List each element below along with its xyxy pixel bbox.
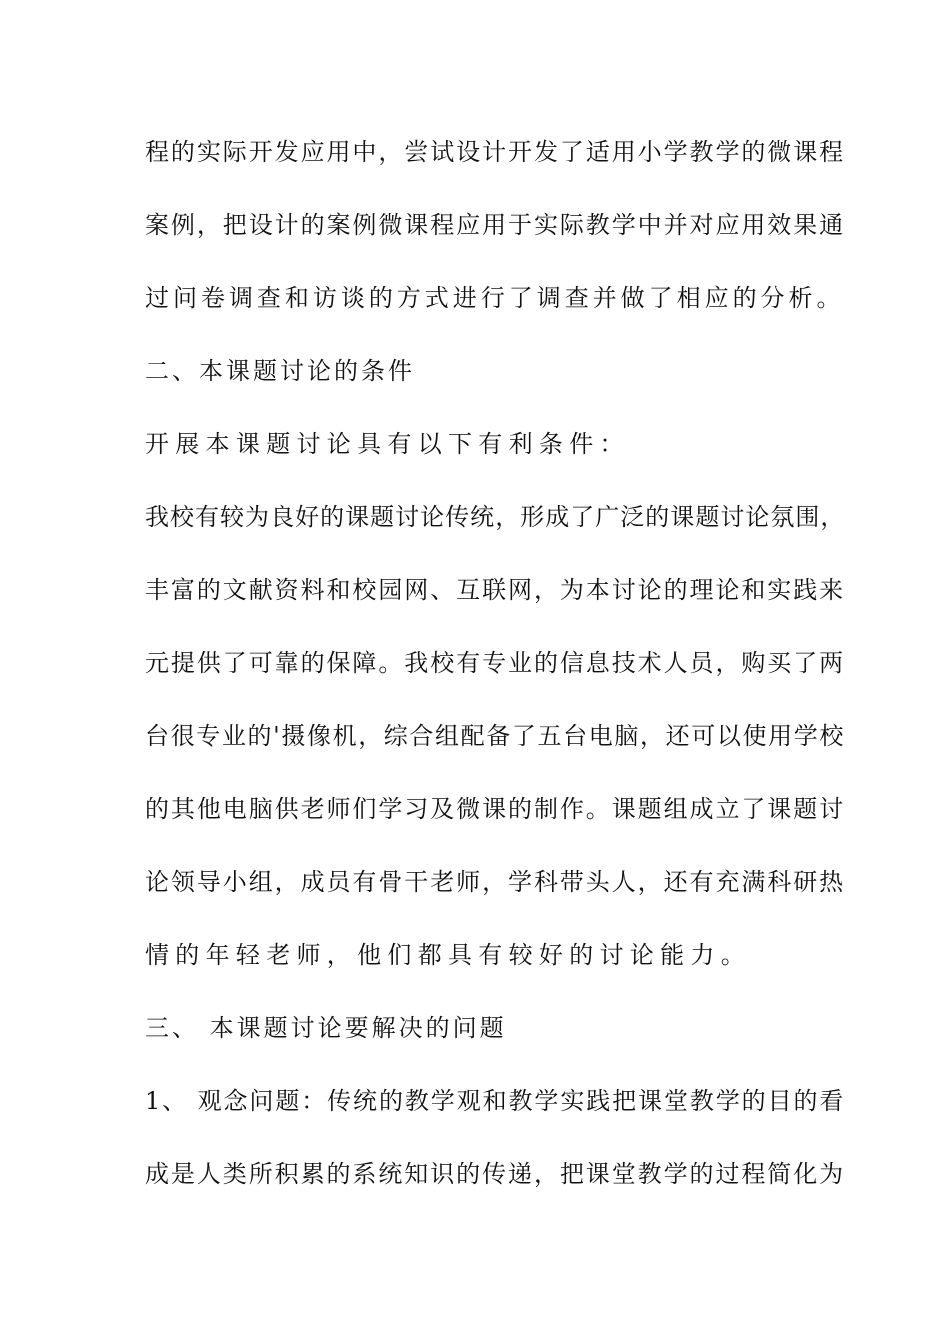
paragraph-line: 案例，把设计的案例微课程应用于实际教学中并对应用效果通 [145,211,846,239]
paragraph-line: 成是人类所积累的系统知识的传递，把课堂教学的过程简化为 [145,1160,846,1188]
paragraph-line: 的其他电脑供老师们学习及微课的制作。课题组成立了课题讨 [145,795,846,823]
paragraph-line: 1、 观念问题：传统的教学观和教学实践把课堂教学的目的看 [145,1087,846,1115]
paragraph-line: 我校有较为良好的课题讨论传统，形成了广泛的课题讨论氛围， [145,503,846,531]
paragraph-line: 情的年轻老师，他们都具有较好的讨论能力。 [145,941,751,969]
paragraph-line: 程的实际开发应用中，尝试设计开发了适用小学教学的微课程 [145,138,846,166]
paragraph-line: 丰富的文献资料和校园网、互联网，为本讨论的理论和实践来 [145,576,846,604]
paragraph-line: 元提供了可靠的保障。我校有专业的信息技术人员，购买了两 [145,649,846,677]
paragraph-line: 过问卷调查和访谈的方式进行了调查并做了相应的分析。 [145,284,845,312]
paragraph-line: 开展本课题讨论具有以下有利条件： [145,430,630,458]
paragraph-line: 台很专业的'摄像机，综合组配备了五台电脑，还可以使用学校 [145,722,845,750]
section-heading: 二、本课题讨论的条件 [145,357,415,385]
paragraph-line: 论领导小组，成员有骨干老师，学科带头人，还有充满科研热 [145,868,846,896]
section-heading: 三、 本课题讨论要解决的问题 [145,1014,507,1042]
